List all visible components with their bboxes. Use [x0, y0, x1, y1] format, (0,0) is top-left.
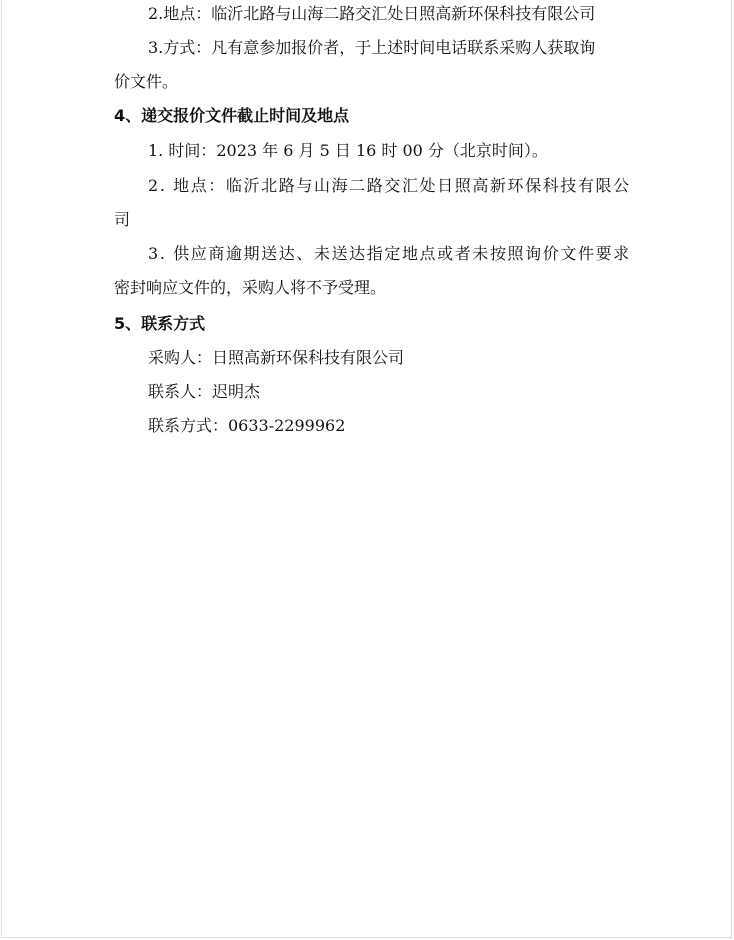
- source-method-line-2: 价文件。: [114, 72, 179, 91]
- source-address-line: 2.地点：临沂北路与山海二路交汇处日照高新环保科技有限公司: [148, 4, 596, 23]
- deadline-note-line-2: 密封响应文件的，采购人将不予受理。: [114, 278, 387, 297]
- deadline-note-line-1: 3. 供应商逾期送达、未送达指定地点或者未按照询价文件要求: [148, 244, 631, 263]
- deadline-place-line-1: 2. 地点：临沂北路与山海二路交汇处日照高新环保科技有限公: [148, 176, 631, 195]
- deadline-place-line-2: 司: [114, 210, 131, 229]
- document-page: [1, 0, 732, 938]
- contact-person: 联系人：迟明杰: [148, 382, 261, 401]
- contact-heading: 5、联系方式: [114, 314, 206, 333]
- deadline-heading: 4、递交报价文件截止时间及地点: [114, 106, 350, 125]
- contact-phone: 联系方式：0633-2299962: [148, 416, 346, 435]
- contact-purchaser: 采购人：日照高新环保科技有限公司: [148, 348, 405, 367]
- deadline-time-line: 1. 时间：2023 年 6 月 5 日 16 时 00 分（北京时间）。: [148, 141, 548, 160]
- source-method-line-1: 3.方式：凡有意参加报价者，于上述时间电话联系采购人获取询: [148, 38, 596, 57]
